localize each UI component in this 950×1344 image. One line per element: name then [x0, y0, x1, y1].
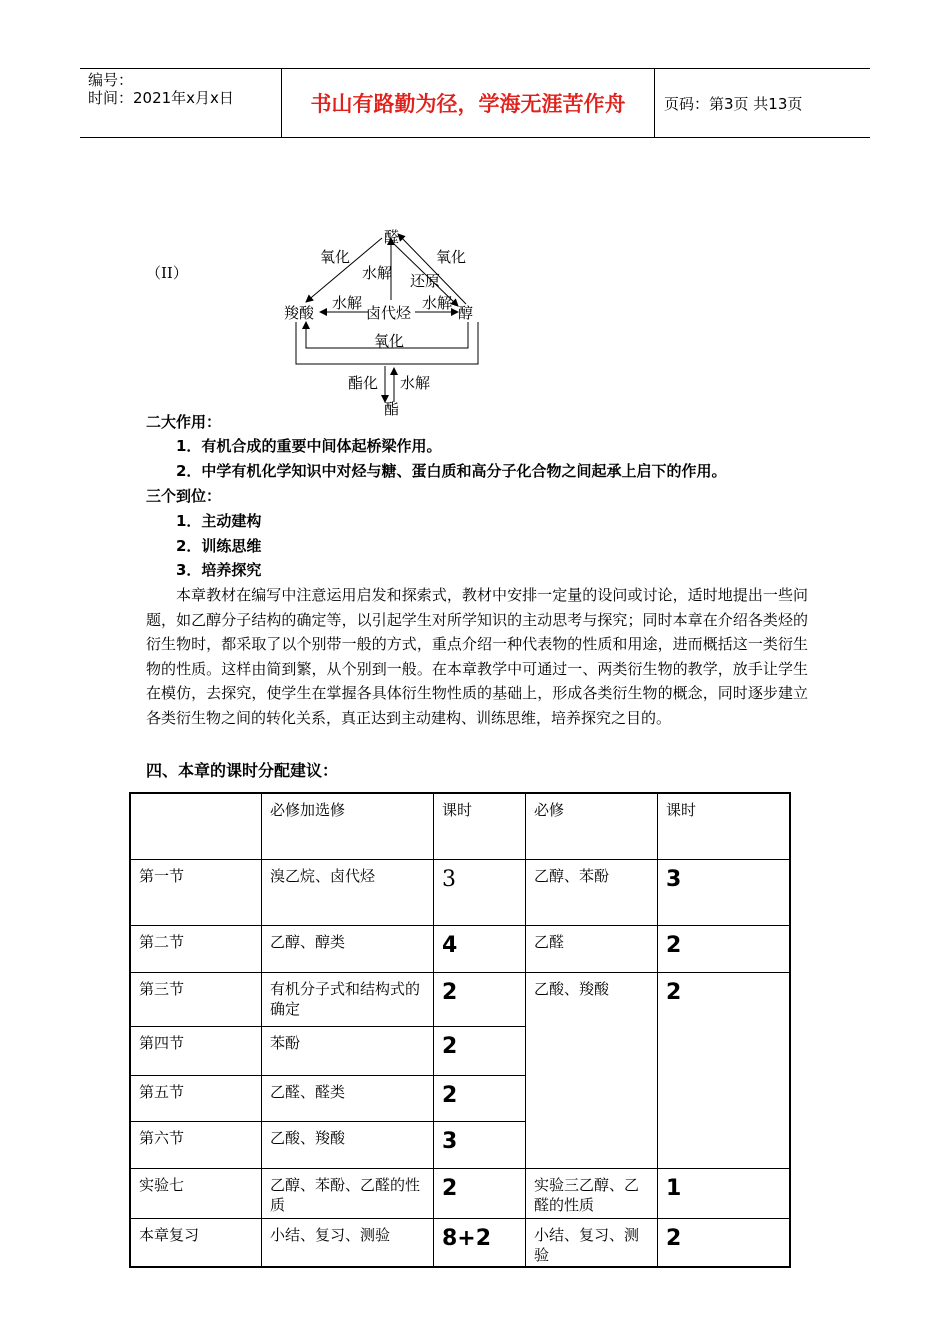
table-cell-elective: 有机分子式和结构式的确定 — [262, 973, 434, 1027]
table-header-cell: 课时 — [658, 794, 789, 860]
table-cell-elective: 小结、复习、测验 — [262, 1219, 434, 1266]
table-cell-required-hours: 3 — [658, 860, 789, 926]
table-cell-elective-hours: 2 — [434, 1076, 526, 1122]
table-cell-elective: 乙醇、苯酚、乙醛的性质 — [262, 1169, 434, 1219]
hours-table — [129, 792, 791, 1268]
table-cell-required: 小结、复习、测验 — [526, 1219, 658, 1266]
edge-hydrolysis-right: 水解 — [422, 294, 453, 312]
section4-title: 四、本章的课时分配建议： — [146, 761, 339, 780]
table-cell-section: 本章复习 — [131, 1219, 262, 1266]
table-cell-section: 第四节 — [131, 1027, 262, 1076]
table-header-cell: 必修 — [526, 794, 658, 860]
table-header-cell — [131, 794, 262, 860]
node-ester: 酯 — [384, 400, 400, 418]
table-cell-required: 乙酸、羧酸 — [526, 973, 658, 1169]
conversion-diagram — [140, 220, 540, 420]
table-cell-required: 实验三乙醇、乙醛的性质 — [526, 1169, 658, 1219]
table-cell-required: 乙醛 — [526, 926, 658, 973]
edge-oxidation-left: 氧化 — [320, 248, 351, 266]
table-cell-section: 第一节 — [131, 860, 262, 926]
table-cell-elective: 溴乙烷、卤代烃 — [262, 860, 434, 926]
table-cell-section: 第六节 — [131, 1122, 262, 1169]
table-cell-elective: 乙酸、羧酸 — [262, 1122, 434, 1169]
table-cell-section: 第二节 — [131, 926, 262, 973]
two-roles-item-1: 1．有机合成的重要中间体起桥梁作用。 — [176, 437, 442, 455]
edge-oxidation-right: 氧化 — [436, 248, 467, 266]
table-header-cell: 课时 — [434, 794, 526, 860]
table-cell-elective-hours: 2 — [434, 1027, 526, 1076]
table-cell-section: 第三节 — [131, 973, 262, 1027]
edge-hydrolysis-ester: 水解 — [400, 374, 431, 392]
table-cell-section: 实验七 — [131, 1169, 262, 1219]
edge-oxidation-bottom: 氧化 — [374, 332, 405, 350]
two-roles-title: 二大作用： — [146, 413, 222, 431]
table-cell-elective-hours: 3 — [434, 1122, 526, 1169]
node-acid: 羧酸 — [284, 304, 315, 322]
number-label: 编号： — [88, 71, 134, 89]
table-header-cell: 必修加选修 — [262, 794, 434, 860]
table-cell-required-hours: 1 — [658, 1169, 789, 1219]
table-cell-elective-hours: 2 — [434, 973, 526, 1027]
table-cell-elective-hours: 4 — [434, 926, 526, 973]
node-alcohol: 醇 — [458, 304, 474, 322]
table-cell-section: 第五节 — [131, 1076, 262, 1122]
table-cell-required-hours: 2 — [666, 1226, 682, 1251]
node-haloalkane: 卤代烃 — [366, 304, 412, 322]
header-meta — [80, 69, 282, 137]
table-cell-elective-hours: 2 — [434, 1169, 526, 1219]
header-motto: 书山有路勤为径，学海无涯苦作舟 — [282, 69, 655, 137]
table-cell-elective-hours: 8+2 — [434, 1219, 526, 1266]
three-goals-title: 三个到位： — [146, 487, 222, 505]
edge-esterification: 酯化 — [348, 374, 379, 392]
time-label: 时间：2021年x月x日 — [88, 89, 234, 107]
edge-hydrolysis-up: 水解 — [362, 264, 393, 282]
table-cell-elective: 苯酚 — [262, 1027, 434, 1076]
diagram-marker: （II） — [146, 264, 188, 282]
three-goals-item-1: 1．主动建构 — [176, 512, 262, 530]
page-header — [80, 68, 870, 138]
table-cell-elective-hours: 3 — [434, 860, 526, 926]
node-aldehyde: 醛 — [384, 228, 400, 246]
edge-reduction: 还原 — [410, 272, 441, 290]
chapter-paragraph: 本章教材在编写中注意运用启发和探索式，教材中安排一定量的设问或讨论，适时地提出一些问题，如乙醇分子结构的确定等，以引起学生对所学知识的主动思考与探究；同时本章在介绍各类烃的衍生物时，都采取了以个别带一般的方式，重点介绍一种代表物的性质和用途，进而概括这一类衍生物的性质。这样由简到繁，从个别到一般。在本章教学中可通过一、两类衍生物的教学，放手让学生在模仿，去探究，使学生在掌握各具体衍生物性质的基础上，形成各类衍生物的概念，同时逐步建立各类衍生物之间的转化关系，真正达到主动建构、训练思维，培养探究之目的。 — [146, 586, 808, 727]
table-cell-required: 乙醇、苯酚 — [526, 860, 658, 926]
table-cell-required-hours: 2 — [658, 973, 789, 1169]
table-cell-elective: 乙醇、醇类 — [262, 926, 434, 973]
three-goals-item-3: 3．培养探究 — [176, 561, 262, 579]
header-page-info: 页码：第3页 共13页 — [664, 94, 803, 113]
three-goals-item-2: 2．训练思维 — [176, 537, 262, 555]
table-cell-elective: 乙醛、醛类 — [262, 1076, 434, 1122]
two-roles-item-2: 2．中学有机化学知识中对烃与糖、蛋白质和高分子化合物之间起承上启下的作用。 — [176, 462, 727, 480]
edge-hydrolysis-left: 水解 — [332, 294, 363, 312]
table-cell-required-hours: 2 — [658, 926, 789, 973]
